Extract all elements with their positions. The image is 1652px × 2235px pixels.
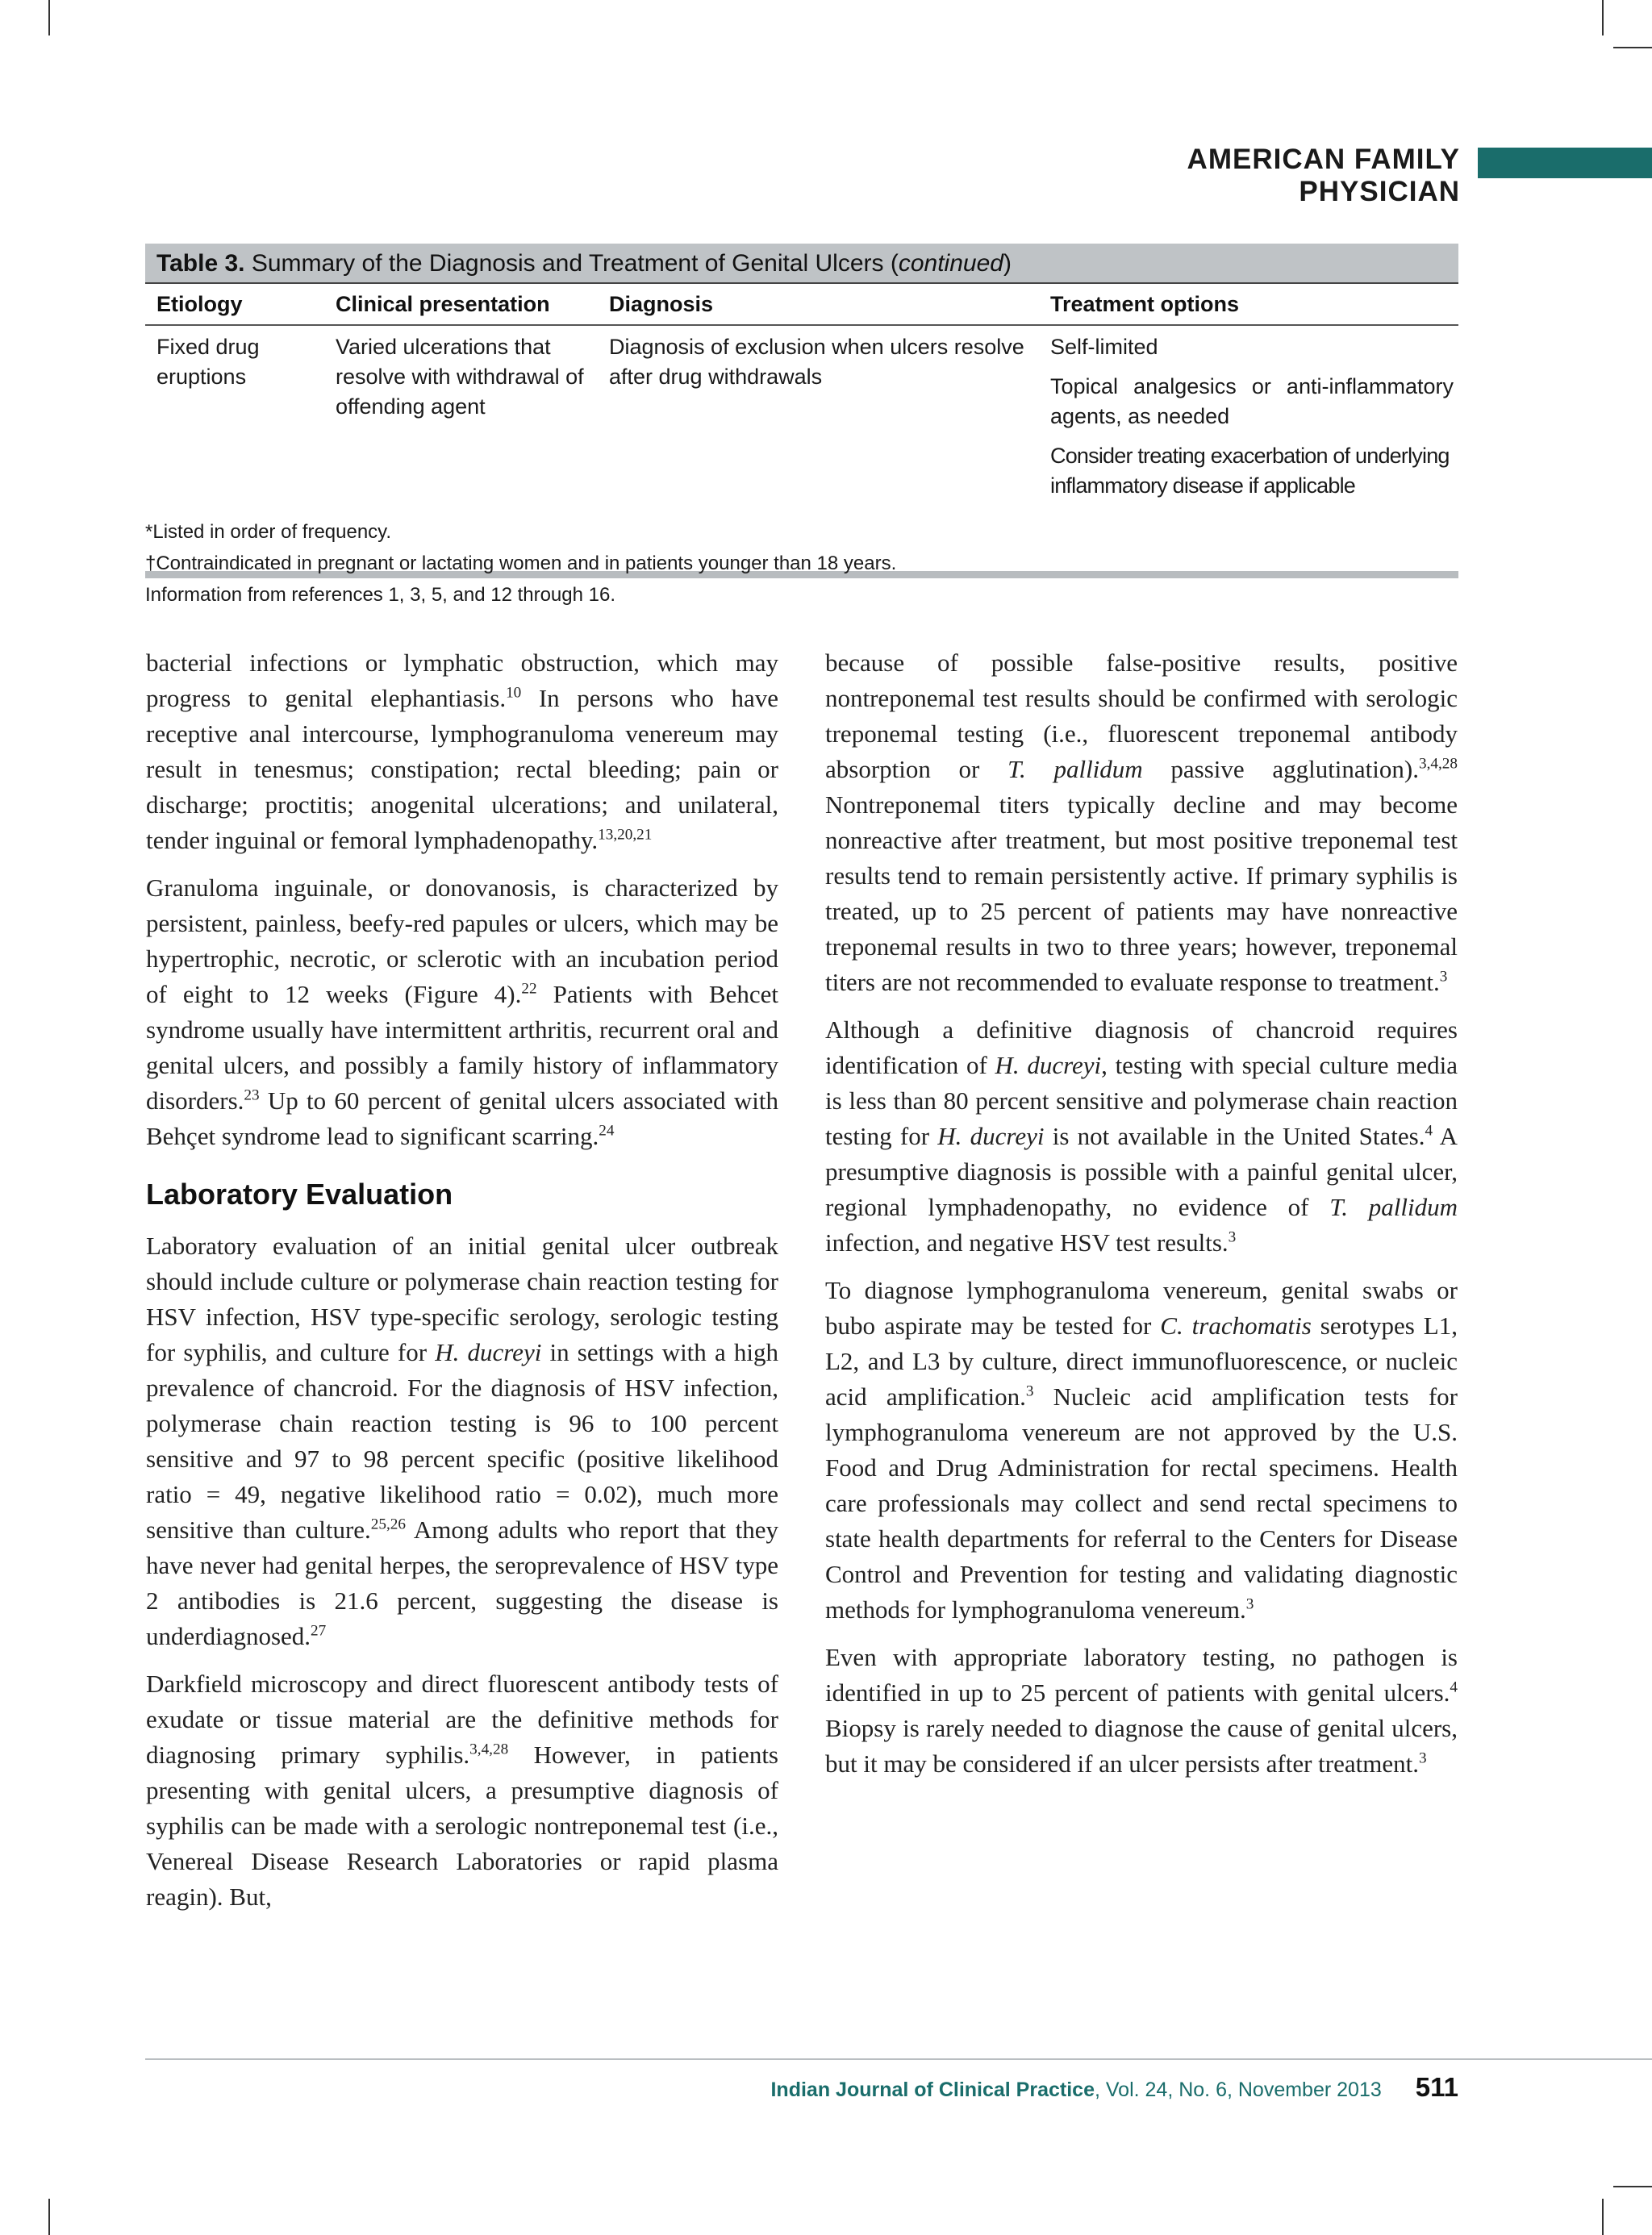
organism-name: H. ducreyi bbox=[435, 1338, 542, 1366]
organism-name: C. trachomatis bbox=[1160, 1311, 1312, 1340]
text: , testing with special culture media is less than 80 percent sensitive and polymerase chain reaction testing for bbox=[825, 1051, 1458, 1150]
organism-name: H. ducreyi bbox=[995, 1051, 1102, 1079]
table-header-row bbox=[145, 284, 1458, 326]
reference: 3,4,28 bbox=[1418, 755, 1458, 773]
column-header-etiology: Etiology bbox=[156, 292, 243, 316]
table-label: Table 3. bbox=[156, 250, 245, 277]
reference: 4 bbox=[1450, 1678, 1458, 1696]
reference: 13,20,21 bbox=[598, 826, 653, 844]
text: In persons who have receptive anal intercourse, lymphogranuloma venereum may result in tenesmus; constipation; rectal bleeding; pain or discharge; proctitis; anogenital ulcerations; and unilateral, tender inguinal or femoral lymphadenopathy. bbox=[146, 684, 778, 854]
reference: 22 bbox=[521, 980, 537, 998]
organism-name: T. pallidum bbox=[1007, 755, 1143, 783]
text: Darkfield microscopy and direct fluorescent antibody tests of exudate or tissue material are the definitive methods for diagnosing primary syphilis. bbox=[146, 1670, 778, 1769]
text: Laboratory evaluation of an initial genital ulcer outbreak should include culture or polymerase chain reaction testing for HSV infection, HSV type-specific serology, serologic testing for syphilis, and culture for bbox=[146, 1232, 778, 1366]
treatment-item: Self-limited bbox=[1050, 335, 1158, 359]
reference: 3 bbox=[1439, 968, 1448, 986]
table-title-text: Summary of the Diagnosis and Treatment of Genital Ulcers ( bbox=[251, 250, 899, 277]
crop-mark bbox=[48, 2199, 50, 2235]
paragraph bbox=[825, 1273, 1458, 1628]
table-title bbox=[145, 244, 1458, 284]
text: infection, and negative HSV test results. bbox=[825, 1228, 1229, 1257]
reference: 3,4,28 bbox=[469, 1741, 509, 1758]
text: To diagnose lymphogranuloma venereum, genital swabs or bubo aspirate may be tested for bbox=[825, 1276, 1458, 1340]
reference: 23 bbox=[244, 1086, 260, 1104]
footer-issue: , Vol. 24, No. 6, November 2013 bbox=[1094, 2079, 1382, 2101]
organism-name: H. ducreyi bbox=[937, 1122, 1045, 1150]
treatment-item: Topical analgesics or anti-inflammatory agents, as needed bbox=[1050, 374, 1454, 428]
paragraph bbox=[146, 1228, 778, 1654]
article-column-left bbox=[146, 645, 778, 1927]
page-number: 511 bbox=[1415, 2072, 1458, 2102]
table-title-continued: continued bbox=[898, 250, 1003, 277]
text: Even with appropriate laboratory testing, no pathogen is identified in up to 25 percent of patients with genital ulcers. bbox=[825, 1643, 1458, 1707]
reference: 3 bbox=[1245, 1595, 1254, 1613]
footer-journal-name: Indian Journal of Clinical Practice bbox=[770, 2079, 1095, 2101]
footer-rule bbox=[145, 2058, 1652, 2060]
text: Granuloma inguinale, or donovanosis, is characterized by persistent, painless, beefy-red papules or ulcers, which may be hypertrophic, necrotic, or sclerotic with an incubation period of eight to 12 weeks (Figure 4). bbox=[146, 874, 778, 1008]
text: Although a definitive diagnosis of chancroid requires identification of bbox=[825, 1015, 1458, 1079]
organism-name: T. pallidum bbox=[1329, 1193, 1458, 1221]
header-accent-bar bbox=[1478, 148, 1652, 178]
table-footnotes bbox=[145, 516, 1355, 611]
reference: 4 bbox=[1425, 1122, 1433, 1140]
footnote: *Listed in order of frequency. bbox=[145, 521, 392, 543]
column-header-diagnosis: Diagnosis bbox=[609, 292, 714, 316]
column-header-clinical-presentation: Clinical presentation bbox=[336, 292, 550, 316]
crop-mark bbox=[1602, 0, 1604, 35]
text: serotypes L1, L2, and L3 by culture, direct immunofluorescence, or nucleic acid amplification. bbox=[825, 1311, 1458, 1411]
section-heading: Laboratory Evaluation bbox=[146, 1178, 453, 1211]
reference: 10 bbox=[506, 684, 522, 702]
paragraph bbox=[825, 1640, 1458, 1782]
cell-etiology: Fixed drug eruptions bbox=[156, 335, 260, 389]
paragraph bbox=[825, 1012, 1458, 1261]
footnote: †Contraindicated in pregnant or lactating women and in patients younger than 18 years. bbox=[145, 552, 897, 574]
text: Nontreponemal titers typically decline and may become nonreactive after treatment, but most positive treponemal test results tend to remain persistently active. If primary syphilis is treated, up to 25 percent of patients may have nonreactive treponemal results in two to three years; however, treponemal titers are not recommended to evaluate response to treatment. bbox=[825, 790, 1458, 996]
text: passive agglutination). bbox=[1142, 755, 1419, 783]
text: A presumptive diagnosis is possible with a painful genital ulcer, regional lymphadenopathy, no evidence of bbox=[825, 1122, 1458, 1221]
paragraph bbox=[146, 645, 778, 858]
reference: 27 bbox=[311, 1622, 327, 1640]
reference: 3 bbox=[1418, 1749, 1427, 1767]
crop-mark bbox=[48, 0, 50, 35]
paragraph bbox=[825, 645, 1458, 1000]
text: Biopsy is rarely needed to diagnose the cause of genital ulcers, but it may be considered if an ulcer persists after treatment. bbox=[825, 1714, 1458, 1778]
article-column-right bbox=[825, 645, 1458, 1794]
reference: 3 bbox=[1228, 1228, 1237, 1246]
crop-mark bbox=[1602, 2199, 1604, 2235]
column-header-treatment-options: Treatment options bbox=[1050, 292, 1240, 316]
paragraph bbox=[146, 870, 778, 1154]
paragraph bbox=[146, 1666, 778, 1915]
reference: 24 bbox=[599, 1122, 615, 1140]
journal-header: AMERICAN FAMILY PHYSICIAN bbox=[1187, 144, 1460, 207]
text: in settings with a high prevalence of chancroid. For the diagnosis of HSV infection, polymerase chain reaction testing is 96 to 100 percent sensitive and 97 to 98 percent specific (positive likelihood ratio = 49, negative likelihood ratio = 0.02), much more sensitive than culture. bbox=[146, 1338, 779, 1544]
reference: 25,26 bbox=[370, 1516, 407, 1533]
reference: 3 bbox=[1025, 1382, 1034, 1400]
footnote: Information from references 1, 3, 5, and 12 through 16. bbox=[145, 584, 616, 606]
crop-mark bbox=[1613, 2186, 1652, 2187]
text: is not available in the United States. bbox=[1044, 1122, 1425, 1150]
text: However, in patients presenting with genital ulcers, a presumptive diagnosis of syphilis can be made with a serologic nontreponemal test (i.e., Venereal Disease Research Laboratories or rapid plasma reagin). But, bbox=[146, 1741, 778, 1911]
text: because of possible false-positive results, positive nontreponemal test results should be confirmed with serologic treponemal testing (i.e., fluorescent treponemal antibody absorption or bbox=[825, 648, 1458, 783]
text: bacterial infections or lymphatic obstruction, which may progress to genital elephantiasis. bbox=[146, 648, 778, 712]
table-title-close: ) bbox=[1003, 250, 1012, 277]
text: Nucleic acid amplification tests for lymphogranuloma venereum are not approved by the U.S. Food and Drug Administration for rectal specimens. Health care professionals may collect and send rectal specimens to state health departments for referral to the Centers for Disease Control and Prevention for testing and validating diagnostic methods for lymphogranuloma venereum. bbox=[825, 1382, 1458, 1624]
text: Patients with Behcet syndrome usually have intermittent arthritis, recurrent oral and genital ulcers, and possibly a family history of inflammatory disorders. bbox=[146, 980, 778, 1115]
text: Up to 60 percent of genital ulcers associated with Behçet syndrome lead to significant scarring. bbox=[146, 1086, 778, 1150]
treatment-item: Consider treating exacerbation of underlying inflammatory disease if applicable bbox=[1050, 444, 1450, 498]
cell-clinical-presentation: Varied ulcerations that resolve with withdrawal of offending agent bbox=[336, 335, 584, 419]
page-footer bbox=[726, 2072, 1458, 2103]
cell-diagnosis: Diagnosis of exclusion when ulcers resolve after drug withdrawals bbox=[609, 335, 1024, 389]
crop-mark bbox=[1613, 47, 1652, 48]
cell-treatment-options bbox=[1050, 332, 1454, 501]
text: Among adults who report that they have never had genital herpes, the seroprevalence of HSV type 2 antibodies is 21.6 percent, suggesting the disease is underdiagnosed. bbox=[146, 1516, 778, 1650]
